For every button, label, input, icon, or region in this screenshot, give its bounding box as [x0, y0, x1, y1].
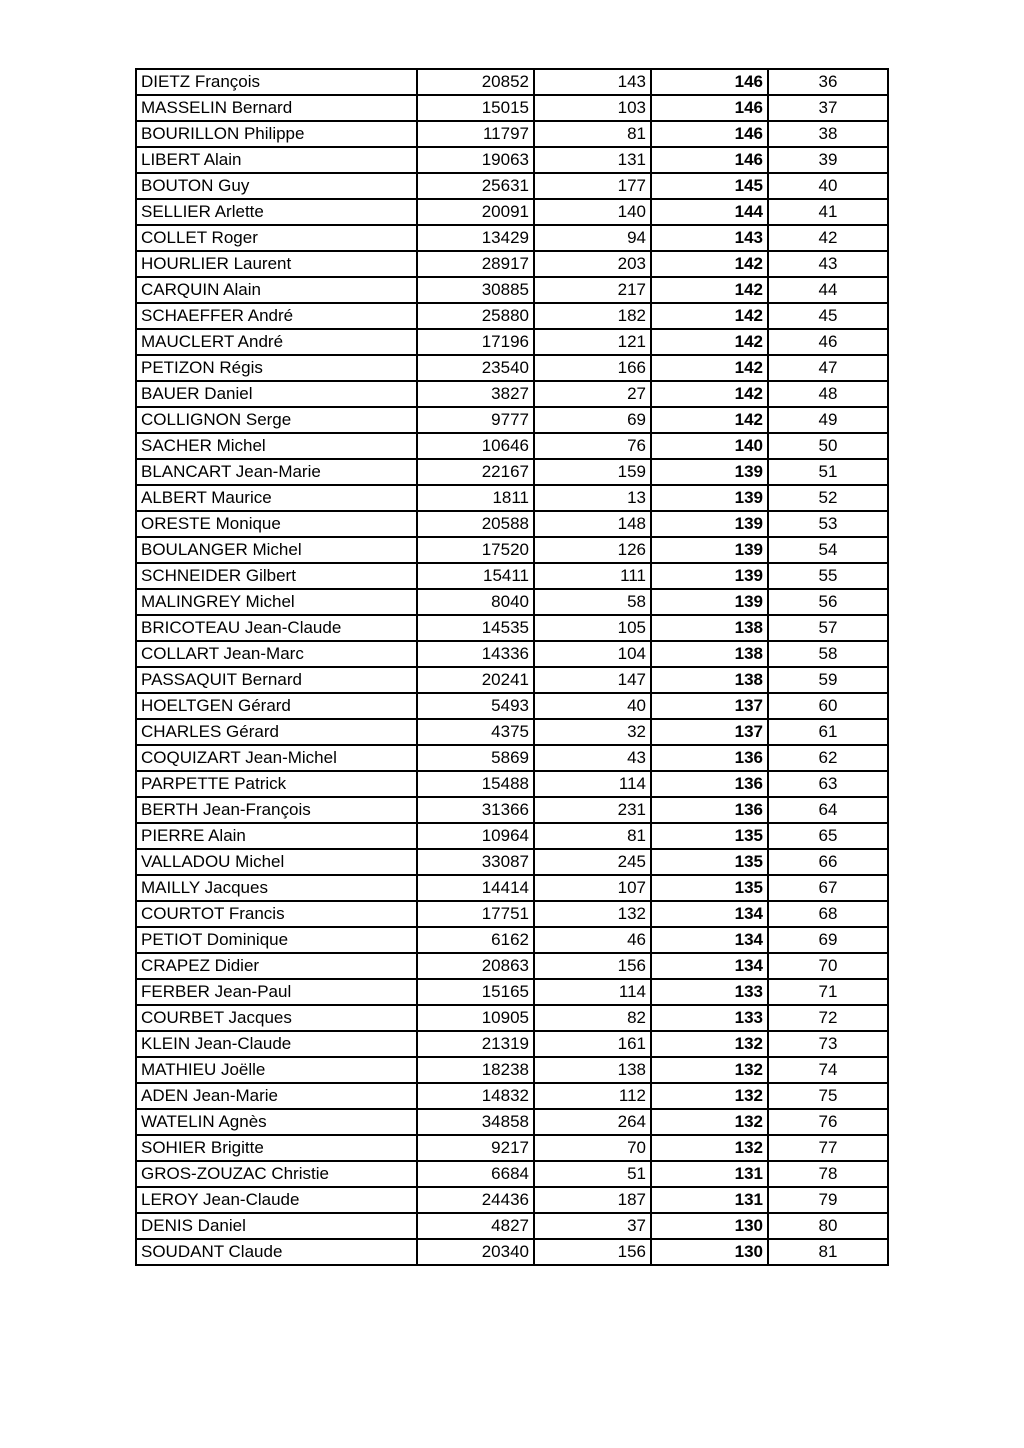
rank-cell: 48: [768, 381, 888, 407]
player-name-cell: MASSELIN Bernard: [136, 95, 417, 121]
rank-cell: 55: [768, 563, 888, 589]
score-cell: 131: [651, 1161, 768, 1187]
score-cell: 137: [651, 693, 768, 719]
total-cell: 9217: [417, 1135, 534, 1161]
score-cell: 146: [651, 121, 768, 147]
player-name-cell: MAUCLERT André: [136, 329, 417, 355]
rank-cell: 65: [768, 823, 888, 849]
total-cell: 11797: [417, 121, 534, 147]
rank-cell: 62: [768, 745, 888, 771]
score-cell: 130: [651, 1239, 768, 1265]
player-name-cell: BAUER Daniel: [136, 381, 417, 407]
score-cell: 142: [651, 303, 768, 329]
table-row: [136, 251, 888, 277]
score-cell: 142: [651, 381, 768, 407]
player-name-cell: COLLIGNON Serge: [136, 407, 417, 433]
player-name-cell: BERTH Jean-François: [136, 797, 417, 823]
total-cell: 34858: [417, 1109, 534, 1135]
total-cell: 4827: [417, 1213, 534, 1239]
player-name-cell: BLANCART Jean-Marie: [136, 459, 417, 485]
table-row: [136, 303, 888, 329]
player-name-cell: LEROY Jean-Claude: [136, 1187, 417, 1213]
score-cell: 140: [651, 433, 768, 459]
total-cell: 18238: [417, 1057, 534, 1083]
total-cell: 15165: [417, 979, 534, 1005]
count-cell: 37: [534, 1213, 651, 1239]
player-name-cell: HOURLIER Laurent: [136, 251, 417, 277]
rank-cell: 46: [768, 329, 888, 355]
total-cell: 20588: [417, 511, 534, 537]
table-row: [136, 563, 888, 589]
count-cell: 245: [534, 849, 651, 875]
rank-cell: 61: [768, 719, 888, 745]
player-name-cell: KLEIN Jean-Claude: [136, 1031, 417, 1057]
rank-cell: 73: [768, 1031, 888, 1057]
score-cell: 133: [651, 1005, 768, 1031]
count-cell: 69: [534, 407, 651, 433]
table-row: [136, 433, 888, 459]
player-name-cell: COURBET Jacques: [136, 1005, 417, 1031]
player-name-cell: ALBERT Maurice: [136, 485, 417, 511]
count-cell: 132: [534, 901, 651, 927]
player-name-cell: CARQUIN Alain: [136, 277, 417, 303]
player-name-cell: PETIZON Régis: [136, 355, 417, 381]
rank-cell: 80: [768, 1213, 888, 1239]
score-cell: 134: [651, 927, 768, 953]
total-cell: 20091: [417, 199, 534, 225]
count-cell: 131: [534, 147, 651, 173]
count-cell: 166: [534, 355, 651, 381]
player-name-cell: MALINGREY Michel: [136, 589, 417, 615]
player-name-cell: DIETZ François: [136, 69, 417, 95]
score-cell: 142: [651, 277, 768, 303]
rank-cell: 66: [768, 849, 888, 875]
table-row: [136, 199, 888, 225]
player-name-cell: MATHIEU Joëlle: [136, 1057, 417, 1083]
table-row: [136, 1135, 888, 1161]
rank-cell: 36: [768, 69, 888, 95]
score-cell: 146: [651, 95, 768, 121]
score-cell: 139: [651, 511, 768, 537]
count-cell: 46: [534, 927, 651, 953]
rank-cell: 76: [768, 1109, 888, 1135]
rank-cell: 39: [768, 147, 888, 173]
table-row: [136, 771, 888, 797]
rank-cell: 52: [768, 485, 888, 511]
table-row: [136, 1083, 888, 1109]
table-row: [136, 641, 888, 667]
rank-cell: 70: [768, 953, 888, 979]
table-row: [136, 147, 888, 173]
score-cell: 135: [651, 875, 768, 901]
score-cell: 132: [651, 1057, 768, 1083]
total-cell: 14414: [417, 875, 534, 901]
count-cell: 81: [534, 823, 651, 849]
score-cell: 134: [651, 953, 768, 979]
rank-cell: 40: [768, 173, 888, 199]
rank-cell: 57: [768, 615, 888, 641]
rank-cell: 53: [768, 511, 888, 537]
player-name-cell: LIBERT Alain: [136, 147, 417, 173]
rank-cell: 38: [768, 121, 888, 147]
rank-cell: 72: [768, 1005, 888, 1031]
total-cell: 10646: [417, 433, 534, 459]
total-cell: 14535: [417, 615, 534, 641]
table-row: [136, 277, 888, 303]
count-cell: 94: [534, 225, 651, 251]
score-cell: 138: [651, 641, 768, 667]
score-cell: 142: [651, 251, 768, 277]
player-name-cell: PASSAQUIT Bernard: [136, 667, 417, 693]
score-cell: 142: [651, 329, 768, 355]
table-row: [136, 849, 888, 875]
ranking-table: [135, 68, 889, 1266]
total-cell: 23540: [417, 355, 534, 381]
rank-cell: 56: [768, 589, 888, 615]
total-cell: 17196: [417, 329, 534, 355]
player-name-cell: BOUTON Guy: [136, 173, 417, 199]
table-row: [136, 979, 888, 1005]
rank-cell: 49: [768, 407, 888, 433]
table-row: [136, 1031, 888, 1057]
player-name-cell: SOUDANT Claude: [136, 1239, 417, 1265]
count-cell: 81: [534, 121, 651, 147]
total-cell: 5869: [417, 745, 534, 771]
player-name-cell: CHARLES Gérard: [136, 719, 417, 745]
count-cell: 264: [534, 1109, 651, 1135]
count-cell: 217: [534, 277, 651, 303]
table-row: [136, 69, 888, 95]
total-cell: 30885: [417, 277, 534, 303]
count-cell: 187: [534, 1187, 651, 1213]
count-cell: 51: [534, 1161, 651, 1187]
total-cell: 17520: [417, 537, 534, 563]
total-cell: 25631: [417, 173, 534, 199]
table-row: [136, 823, 888, 849]
total-cell: 21319: [417, 1031, 534, 1057]
player-name-cell: SCHNEIDER Gilbert: [136, 563, 417, 589]
table-row: [136, 173, 888, 199]
table-row: [136, 693, 888, 719]
rank-cell: 43: [768, 251, 888, 277]
total-cell: 4375: [417, 719, 534, 745]
score-cell: 139: [651, 485, 768, 511]
total-cell: 28917: [417, 251, 534, 277]
table-row: [136, 901, 888, 927]
count-cell: 13: [534, 485, 651, 511]
rank-cell: 75: [768, 1083, 888, 1109]
rank-cell: 58: [768, 641, 888, 667]
count-cell: 138: [534, 1057, 651, 1083]
count-cell: 58: [534, 589, 651, 615]
table-row: [136, 1161, 888, 1187]
table-row: [136, 797, 888, 823]
rank-cell: 51: [768, 459, 888, 485]
count-cell: 107: [534, 875, 651, 901]
count-cell: 104: [534, 641, 651, 667]
table-row: [136, 589, 888, 615]
count-cell: 43: [534, 745, 651, 771]
rank-cell: 42: [768, 225, 888, 251]
rank-cell: 74: [768, 1057, 888, 1083]
rank-cell: 64: [768, 797, 888, 823]
score-cell: 142: [651, 407, 768, 433]
player-name-cell: DENIS Daniel: [136, 1213, 417, 1239]
table-row: [136, 407, 888, 433]
score-cell: 145: [651, 173, 768, 199]
count-cell: 143: [534, 69, 651, 95]
count-cell: 114: [534, 771, 651, 797]
total-cell: 24436: [417, 1187, 534, 1213]
ranking-table-body: [136, 69, 888, 1265]
player-name-cell: PARPETTE Patrick: [136, 771, 417, 797]
count-cell: 156: [534, 1239, 651, 1265]
total-cell: 14832: [417, 1083, 534, 1109]
table-row: [136, 537, 888, 563]
count-cell: 140: [534, 199, 651, 225]
total-cell: 15411: [417, 563, 534, 589]
rank-cell: 59: [768, 667, 888, 693]
score-cell: 146: [651, 147, 768, 173]
count-cell: 203: [534, 251, 651, 277]
table-row: [136, 459, 888, 485]
total-cell: 6684: [417, 1161, 534, 1187]
player-name-cell: BOULANGER Michel: [136, 537, 417, 563]
total-cell: 20340: [417, 1239, 534, 1265]
count-cell: 126: [534, 537, 651, 563]
score-cell: 131: [651, 1187, 768, 1213]
count-cell: 114: [534, 979, 651, 1005]
count-cell: 105: [534, 615, 651, 641]
table-row: [136, 355, 888, 381]
score-cell: 139: [651, 563, 768, 589]
table-row: [136, 1187, 888, 1213]
rank-cell: 81: [768, 1239, 888, 1265]
total-cell: 8040: [417, 589, 534, 615]
table-row: [136, 1005, 888, 1031]
rank-cell: 37: [768, 95, 888, 121]
total-cell: 13429: [417, 225, 534, 251]
table-row: [136, 381, 888, 407]
score-cell: 143: [651, 225, 768, 251]
player-name-cell: ADEN Jean-Marie: [136, 1083, 417, 1109]
total-cell: 10964: [417, 823, 534, 849]
count-cell: 103: [534, 95, 651, 121]
score-cell: 132: [651, 1135, 768, 1161]
rank-cell: 77: [768, 1135, 888, 1161]
table-row: [136, 1239, 888, 1265]
table-row: [136, 1213, 888, 1239]
total-cell: 15015: [417, 95, 534, 121]
total-cell: 5493: [417, 693, 534, 719]
total-cell: 17751: [417, 901, 534, 927]
rank-cell: 71: [768, 979, 888, 1005]
player-name-cell: WATELIN Agnès: [136, 1109, 417, 1135]
score-cell: 139: [651, 459, 768, 485]
count-cell: 156: [534, 953, 651, 979]
player-name-cell: HOELTGEN Gérard: [136, 693, 417, 719]
table-row: [136, 485, 888, 511]
player-name-cell: FERBER Jean-Paul: [136, 979, 417, 1005]
count-cell: 161: [534, 1031, 651, 1057]
score-cell: 139: [651, 537, 768, 563]
player-name-cell: CRAPEZ Didier: [136, 953, 417, 979]
rank-cell: 79: [768, 1187, 888, 1213]
table-row: [136, 875, 888, 901]
count-cell: 32: [534, 719, 651, 745]
rank-cell: 45: [768, 303, 888, 329]
rank-cell: 44: [768, 277, 888, 303]
count-cell: 177: [534, 173, 651, 199]
table-row: [136, 719, 888, 745]
total-cell: 20852: [417, 69, 534, 95]
score-cell: 144: [651, 199, 768, 225]
count-cell: 121: [534, 329, 651, 355]
table-row: [136, 953, 888, 979]
table-row: [136, 95, 888, 121]
player-name-cell: PETIOT Dominique: [136, 927, 417, 953]
table-row: [136, 225, 888, 251]
table-row: [136, 927, 888, 953]
total-cell: 20863: [417, 953, 534, 979]
table-row: [136, 329, 888, 355]
count-cell: 231: [534, 797, 651, 823]
count-cell: 148: [534, 511, 651, 537]
count-cell: 112: [534, 1083, 651, 1109]
count-cell: 70: [534, 1135, 651, 1161]
table-row: [136, 1057, 888, 1083]
table-row: [136, 615, 888, 641]
player-name-cell: MAILLY Jacques: [136, 875, 417, 901]
rank-cell: 63: [768, 771, 888, 797]
player-name-cell: ORESTE Monique: [136, 511, 417, 537]
score-cell: 137: [651, 719, 768, 745]
player-name-cell: SOHIER Brigitte: [136, 1135, 417, 1161]
score-cell: 138: [651, 667, 768, 693]
total-cell: 15488: [417, 771, 534, 797]
score-cell: 135: [651, 849, 768, 875]
total-cell: 3827: [417, 381, 534, 407]
player-name-cell: COURTOT Francis: [136, 901, 417, 927]
score-cell: 136: [651, 745, 768, 771]
count-cell: 111: [534, 563, 651, 589]
count-cell: 27: [534, 381, 651, 407]
rank-cell: 50: [768, 433, 888, 459]
total-cell: 14336: [417, 641, 534, 667]
score-cell: 133: [651, 979, 768, 1005]
player-name-cell: COQUIZART Jean-Michel: [136, 745, 417, 771]
score-cell: 139: [651, 589, 768, 615]
total-cell: 1811: [417, 485, 534, 511]
player-name-cell: COLLET Roger: [136, 225, 417, 251]
count-cell: 182: [534, 303, 651, 329]
total-cell: 10905: [417, 1005, 534, 1031]
score-cell: 130: [651, 1213, 768, 1239]
player-name-cell: COLLART Jean-Marc: [136, 641, 417, 667]
score-cell: 135: [651, 823, 768, 849]
score-cell: 132: [651, 1083, 768, 1109]
score-cell: 136: [651, 771, 768, 797]
rank-cell: 68: [768, 901, 888, 927]
score-cell: 142: [651, 355, 768, 381]
table-row: [136, 511, 888, 537]
count-cell: 82: [534, 1005, 651, 1031]
count-cell: 40: [534, 693, 651, 719]
total-cell: 20241: [417, 667, 534, 693]
total-cell: 19063: [417, 147, 534, 173]
player-name-cell: SCHAEFFER André: [136, 303, 417, 329]
total-cell: 9777: [417, 407, 534, 433]
player-name-cell: BOURILLON Philippe: [136, 121, 417, 147]
table-row: [136, 1109, 888, 1135]
total-cell: 31366: [417, 797, 534, 823]
player-name-cell: SACHER Michel: [136, 433, 417, 459]
table-row: [136, 121, 888, 147]
total-cell: 25880: [417, 303, 534, 329]
rank-cell: 54: [768, 537, 888, 563]
table-row: [136, 667, 888, 693]
total-cell: 22167: [417, 459, 534, 485]
score-cell: 146: [651, 69, 768, 95]
total-cell: 6162: [417, 927, 534, 953]
rank-cell: 41: [768, 199, 888, 225]
score-cell: 134: [651, 901, 768, 927]
count-cell: 76: [534, 433, 651, 459]
score-cell: 138: [651, 615, 768, 641]
total-cell: 33087: [417, 849, 534, 875]
player-name-cell: PIERRE Alain: [136, 823, 417, 849]
player-name-cell: BRICOTEAU Jean-Claude: [136, 615, 417, 641]
score-cell: 132: [651, 1031, 768, 1057]
rank-cell: 47: [768, 355, 888, 381]
rank-cell: 60: [768, 693, 888, 719]
rank-cell: 67: [768, 875, 888, 901]
rank-cell: 69: [768, 927, 888, 953]
player-name-cell: SELLIER Arlette: [136, 199, 417, 225]
score-cell: 132: [651, 1109, 768, 1135]
player-name-cell: GROS-ZOUZAC Christie: [136, 1161, 417, 1187]
count-cell: 147: [534, 667, 651, 693]
table-row: [136, 745, 888, 771]
rank-cell: 78: [768, 1161, 888, 1187]
score-cell: 136: [651, 797, 768, 823]
count-cell: 159: [534, 459, 651, 485]
player-name-cell: VALLADOU Michel: [136, 849, 417, 875]
